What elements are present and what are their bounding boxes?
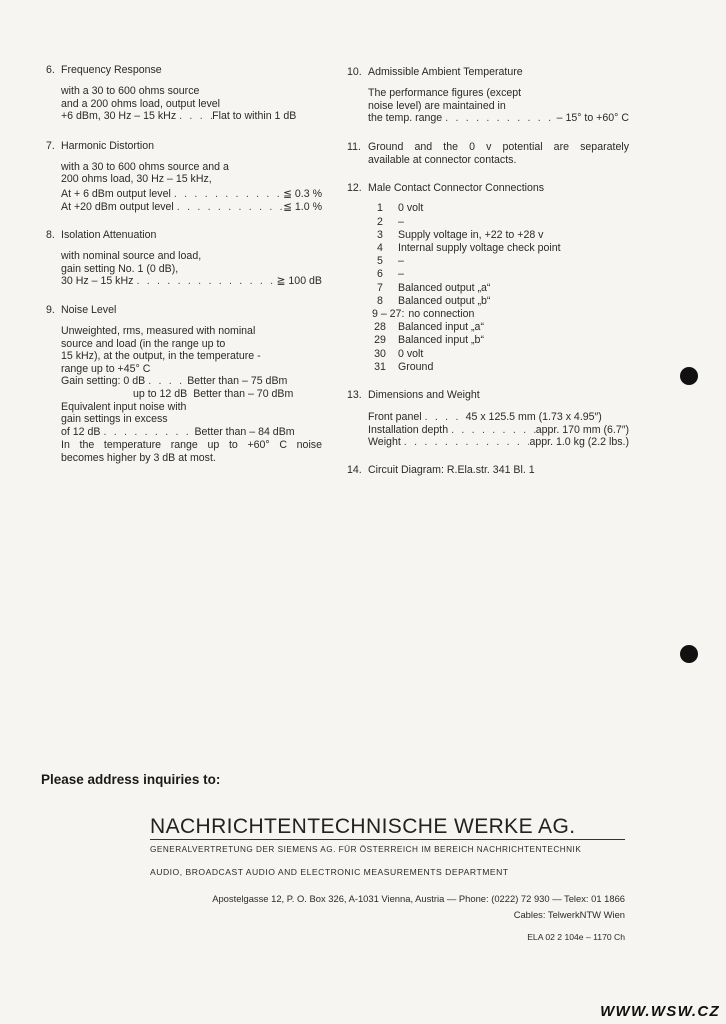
pin-row — [347, 348, 629, 361]
spec-row — [368, 436, 629, 449]
spec-label: At +20 dBm output level — [61, 200, 174, 213]
section-number: 9. — [46, 303, 55, 316]
pin-description: Balanced input „b“ — [398, 334, 484, 347]
spec-label: At + 6 dBm output level — [61, 187, 171, 200]
section-number: 10. — [347, 66, 362, 78]
section-title: Admissible Ambient Temperature — [368, 66, 523, 78]
spec-row — [368, 411, 629, 424]
punch-hole — [680, 367, 698, 385]
company-name: NACHRICHTENTECHNISCHE WERKE AG. — [150, 815, 576, 838]
company-subtitle: GENERALVERTRETUNG DER SIEMENS AG. FÜR ÖSTERREICH IM BEREICH NACHRICHTENTECHNIK — [150, 845, 582, 854]
spec-value: ≧ 100 dB — [276, 275, 322, 288]
pin-row — [347, 361, 629, 374]
spec-label: of 12 dB — [61, 425, 101, 438]
body-line: 15 kHz), at the output, in the temperature - — [61, 350, 261, 363]
pin-number: 9 – 27: — [372, 308, 405, 320]
section-title: Isolation Attenuation — [61, 229, 157, 242]
pin-row — [347, 202, 629, 215]
spec-value: 45 x 125.5 mm (1.73 x 4.95″) — [465, 411, 602, 424]
section-dimensions-weight — [347, 389, 629, 449]
section-number: 7. — [46, 139, 55, 152]
section-circuit-diagram — [347, 464, 629, 477]
spec-row — [61, 426, 322, 439]
pin-number: 5 — [377, 255, 383, 268]
spec-label: Gain setting: 0 dB — [61, 375, 146, 388]
spec-row — [61, 201, 322, 214]
punch-hole — [680, 645, 698, 663]
pin-description: no connection — [408, 308, 475, 320]
pin-description: Ground — [398, 360, 434, 373]
pin-description: Internal supply voltage check point — [398, 241, 561, 254]
section-number: 12. — [347, 182, 362, 195]
body-line: becomes higher by 3 dB at most. — [61, 451, 216, 464]
pin-number: 6 — [377, 268, 383, 281]
body-line: Equivalent input noise with — [61, 400, 187, 413]
body-line: Unweighted, rms, measured with nominal — [61, 324, 256, 337]
leader-dots — [174, 201, 283, 214]
pin-description: Balanced output „a“ — [398, 281, 491, 294]
section-ground-potential — [347, 141, 629, 167]
spec-row — [368, 424, 629, 437]
section-isolation-attenuation — [46, 229, 322, 288]
body-line: The performance figures (except — [368, 87, 522, 99]
spec-value: ≦ 1.0 % — [283, 200, 322, 213]
section-title: Dimensions and Weight — [368, 389, 480, 402]
pin-number: 28 — [374, 321, 386, 334]
pin-description: Balanced input „a“ — [398, 321, 484, 334]
section-ambient-temperature — [347, 66, 629, 125]
leader-dots — [171, 188, 283, 201]
spec-row — [368, 112, 629, 125]
spec-row — [61, 375, 322, 388]
pin-number: 3 — [377, 228, 383, 241]
pin-number: 2 — [377, 215, 383, 228]
body-line: gain setting No. 1 (0 dB), — [61, 262, 179, 275]
section-title: Male Contact Connector Connections — [368, 182, 545, 195]
department-line: AUDIO, BROADCAST AUDIO AND ELECTRONIC MEASUREMENTS DEPARTMENT — [150, 867, 509, 877]
spec-label: the temp. range — [368, 112, 443, 125]
pin-description: 0 volt — [398, 202, 424, 215]
section-noise-level — [46, 304, 322, 465]
body-line: and a 200 ohms load, output level — [61, 97, 221, 110]
section-number: 11. — [347, 140, 361, 153]
spec-row — [61, 388, 322, 401]
pin-row — [347, 242, 629, 255]
section-title: Harmonic Distortion — [61, 139, 155, 152]
section-title: Noise Level — [61, 303, 117, 316]
leader-dots — [100, 426, 194, 439]
pin-row — [347, 268, 629, 281]
body-line: Ground and the 0 v potential are separately — [368, 140, 629, 153]
pin-row — [347, 321, 629, 334]
pin-number: 1 — [377, 202, 383, 215]
section-title: Circuit Diagram: R.Ela.str. 341 Bl. 1 — [368, 463, 535, 476]
pin-description: Balanced output „b“ — [398, 294, 491, 307]
body-line: source and load (in the range up to — [61, 337, 226, 350]
pin-row — [347, 255, 629, 268]
spec-value: Better than – 75 dBm — [187, 375, 288, 388]
spec-value: appr. 170 mm (6.7″) — [535, 423, 629, 436]
pin-number: 30 — [374, 347, 386, 360]
spec-value: – 15° to +60° C — [556, 112, 629, 125]
spec-label: Front panel — [368, 411, 422, 424]
pin-row — [347, 282, 629, 295]
pin-description: – — [398, 255, 404, 268]
pin-description: – — [398, 268, 404, 281]
spec-row — [61, 188, 322, 201]
spec-value: ≦ 0.3 % — [283, 187, 322, 200]
leader-dots — [176, 110, 212, 123]
spec-value: Better than – 70 dBm — [193, 387, 294, 400]
pin-number: 31 — [374, 360, 386, 373]
leader-dots — [133, 275, 276, 288]
spec-label: Weight — [368, 436, 401, 449]
divider — [150, 839, 625, 840]
pin-number: 7 — [377, 281, 383, 294]
spec-value: Flat to within 1 dB — [212, 110, 297, 123]
body-line: with a 30 to 600 ohms source — [61, 85, 200, 97]
section-number: 8. — [46, 229, 55, 242]
section-connector-connections — [347, 182, 629, 374]
watermark-url: WWW.WSW.CZ — [600, 1003, 720, 1020]
spec-value: Better than – 84 dBm — [194, 425, 295, 438]
spec-value: appr. 1.0 kg (2.2 lbs.) — [529, 436, 629, 449]
document-reference: ELA 02 2 104e – 1170 Ch — [527, 932, 625, 942]
body-line: noise level) are maintained in — [368, 99, 506, 112]
spec-row — [61, 110, 322, 123]
spec-label: +6 dBm, 30 Hz – 15 kHz — [61, 110, 177, 123]
leader-dots — [442, 112, 556, 125]
address-line: Apostelgasse 12, P. O. Box 326, A-1031 Vienna, Austria — Phone: (0222) 72 930 — Telex: 01 1866 — [212, 893, 625, 904]
pin-number: 8 — [377, 294, 383, 307]
spec-label: up to 12 dB — [133, 387, 188, 400]
spec-row — [61, 275, 322, 288]
section-number: 6. — [46, 64, 55, 76]
section-harmonic-distortion — [46, 140, 322, 213]
pin-row — [347, 295, 629, 308]
section-number: 14. — [347, 463, 362, 476]
spec-label: Installation depth — [368, 423, 449, 436]
pin-description: 0 volt — [398, 347, 424, 360]
pin-row — [347, 229, 629, 242]
body-line: range up to +45° C — [61, 362, 151, 375]
pin-row — [347, 308, 629, 321]
section-title: Frequency Response — [61, 64, 162, 76]
section-number: 13. — [347, 389, 362, 402]
leader-dots — [448, 424, 536, 437]
pin-number: 29 — [374, 334, 386, 347]
body-line: 200 ohms load, 30 Hz – 15 kHz, — [61, 173, 212, 186]
right-column — [347, 66, 629, 485]
pin-description: Supply voltage in, +22 to +28 v — [398, 228, 544, 241]
pin-description: – — [398, 215, 404, 228]
pin-row — [347, 334, 629, 347]
pin-number: 4 — [377, 241, 383, 254]
section-frequency-response — [46, 64, 322, 123]
cables-line: Cables: TelwerkNTW Wien — [513, 909, 625, 920]
pin-row — [347, 216, 629, 229]
body-line: gain settings in excess — [61, 413, 168, 426]
inquiry-heading: Please address inquiries to: — [41, 772, 221, 787]
body-line: with a 30 to 600 ohms source and a — [61, 160, 229, 173]
body-line: In the temperature range up to +60° C noise — [61, 439, 322, 452]
spec-label: 30 Hz – 15 kHz — [61, 275, 134, 288]
left-column — [46, 64, 322, 464]
leader-dots — [422, 411, 466, 424]
leader-dots — [145, 375, 187, 388]
leader-dots — [401, 436, 530, 449]
body-line: with nominal source and load, — [61, 250, 202, 263]
body-line: available at connector contacts. — [368, 153, 517, 166]
pin-list — [347, 202, 629, 374]
